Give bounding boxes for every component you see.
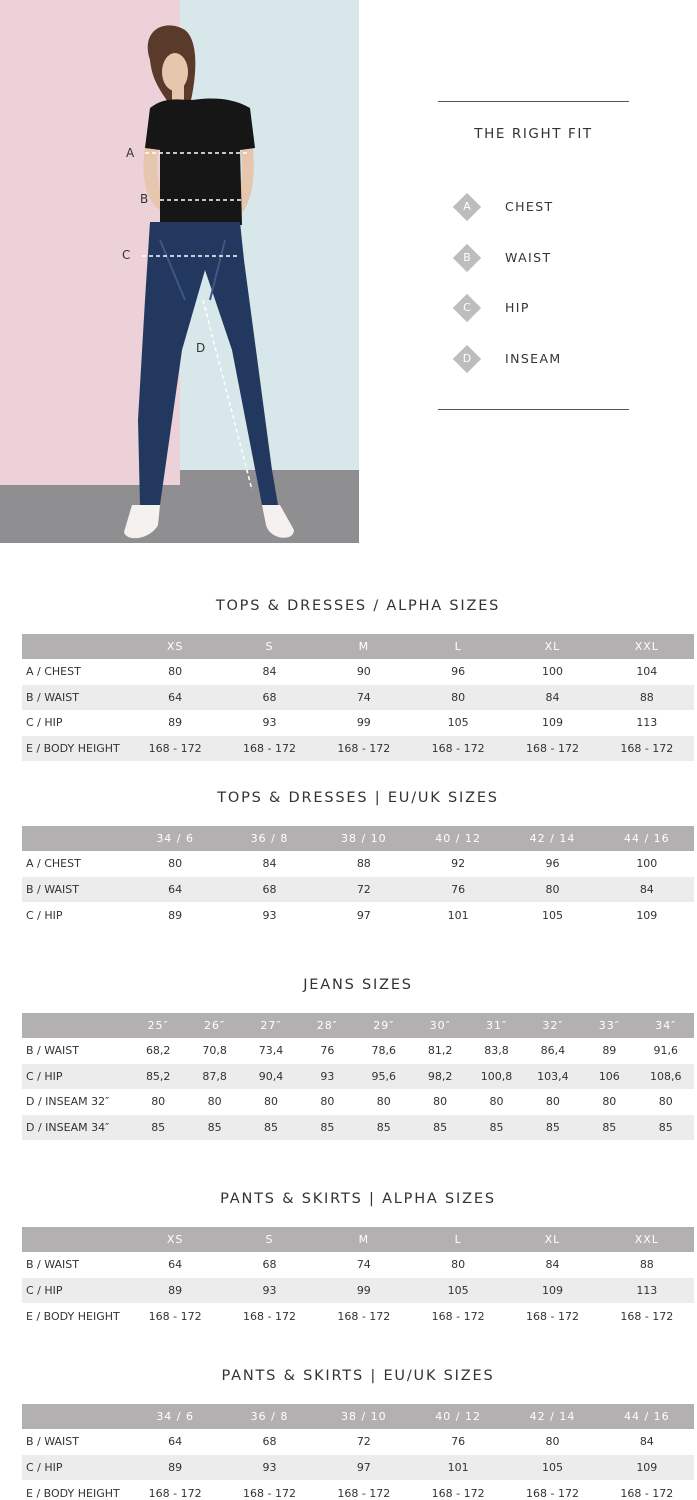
measurement-value: 80 [525,1089,581,1115]
measurement-value: 76 [299,1038,355,1064]
measurement-value: 85 [581,1115,637,1141]
table-row [22,851,694,877]
measurement-value: 85 [468,1115,524,1141]
measurement-value: 64 [128,1429,222,1455]
table-row [22,1303,694,1329]
measurement-value: 105 [411,1278,505,1304]
measurement-value: 88 [600,1252,694,1278]
measurement-value: 93 [222,710,316,736]
measurement-value: 97 [317,902,411,928]
measurement-value: 168 - 172 [505,1480,599,1500]
measurement-value: 168 - 172 [317,1480,411,1500]
header-blank-cell [22,1013,130,1038]
size-column-header: 33″ [581,1013,637,1038]
measurement-value: 87,8 [186,1064,242,1090]
marker-b-label: B [140,192,149,206]
measurement-value: 113 [600,1278,694,1304]
table-row [22,1429,694,1455]
measurement-value: 90 [317,659,411,685]
measurement-value: 80 [468,1089,524,1115]
table-row [22,902,694,928]
measurement-value: 101 [411,902,505,928]
measurement-label: C / HIP [22,1455,128,1481]
measurement-value: 80 [128,659,222,685]
measurement-value: 85 [299,1115,355,1141]
legend-label: CHEST [505,199,554,214]
measurement-value: 113 [600,710,694,736]
hero-photo [0,0,359,543]
legend-item-chest [452,192,632,222]
size-column-header: S [222,1227,316,1252]
size-column-header: XXL [600,634,694,659]
measurement-value: 89 [128,902,222,928]
measurement-value: 168 - 172 [411,1480,505,1500]
measurement-value: 88 [600,685,694,711]
header-blank-cell [22,1227,128,1252]
measurement-value: 72 [317,877,411,903]
fit-guide-panel [438,0,630,543]
measurement-value: 168 - 172 [317,736,411,762]
size-column-header: 44 / 16 [600,826,694,851]
marker-c-label: C [122,248,131,262]
measurement-value: 84 [505,1252,599,1278]
size-column-header: 34 / 6 [128,826,222,851]
measurement-value: 81,2 [412,1038,468,1064]
measurement-value: 74 [317,685,411,711]
measurement-value: 103,4 [525,1064,581,1090]
measurement-label: B / WAIST [22,685,128,711]
measurement-value: 168 - 172 [222,736,316,762]
table-row [22,877,694,903]
table-row [22,1064,694,1090]
section-title-jeans: JEANS SIZES [303,977,413,993]
measurement-value: 168 - 172 [600,1303,694,1329]
measurement-value: 70,8 [186,1038,242,1064]
measurement-value: 86,4 [525,1038,581,1064]
measurement-value: 80 [638,1089,694,1115]
measurement-value: 80 [505,1429,599,1455]
measurement-value: 96 [505,851,599,877]
measurement-value: 85,2 [130,1064,186,1090]
size-column-header: 42 / 14 [505,1404,599,1429]
size-column-header: M [317,634,411,659]
size-column-header: M [317,1227,411,1252]
size-column-header: 34″ [638,1013,694,1038]
divider-bottom [438,409,629,410]
measurement-value: 80 [505,877,599,903]
measurement-value: 85 [525,1115,581,1141]
measurement-label: C / HIP [22,902,128,928]
measurement-label: C / HIP [22,710,128,736]
size-column-header: 42 / 14 [505,826,599,851]
measurement-value: 92 [411,851,505,877]
measurement-value: 85 [130,1115,186,1141]
measurement-value: 168 - 172 [505,1303,599,1329]
measurement-label: A / CHEST [22,659,128,685]
measurement-value: 83,8 [468,1038,524,1064]
table-row [22,736,694,762]
legend-label: WAIST [505,250,552,265]
measurement-value: 100 [505,659,599,685]
measurement-value: 72 [317,1429,411,1455]
measurement-value: 73,4 [243,1038,299,1064]
size-column-header: 38 / 10 [317,1404,411,1429]
measurement-value: 85 [412,1115,468,1141]
measurement-value: 88 [317,851,411,877]
measurement-value: 95,6 [356,1064,412,1090]
marker-d-label: D [196,341,206,355]
measurement-value: 109 [600,902,694,928]
measurement-value: 93 [299,1064,355,1090]
measurement-value: 93 [222,1455,316,1481]
measurement-value: 89 [128,1455,222,1481]
measurement-value: 168 - 172 [128,1480,222,1500]
measurement-value: 98,2 [412,1064,468,1090]
measurement-label: D / INSEAM 32″ [22,1089,130,1115]
table-row [22,710,694,736]
measurement-value: 101 [411,1455,505,1481]
measurement-value: 105 [505,1455,599,1481]
measurement-value: 168 - 172 [317,1303,411,1329]
measurement-label: B / WAIST [22,1252,128,1278]
table-row [22,1115,694,1141]
measurement-label: B / WAIST [22,877,128,903]
size-column-header: 34 / 6 [128,1404,222,1429]
size-column-header: 29″ [356,1013,412,1038]
measurement-value: 76 [411,1429,505,1455]
measurement-value: 80 [243,1089,299,1115]
measurement-value: 90,4 [243,1064,299,1090]
table-row [22,1089,694,1115]
diamond-b-icon: B [452,243,482,273]
measurement-value: 93 [222,1278,316,1304]
model-illustration [0,0,359,543]
diamond-c-icon: C [452,293,482,323]
measurement-value: 109 [600,1455,694,1481]
measurement-value: 84 [505,685,599,711]
measurement-value: 100,8 [468,1064,524,1090]
size-table-jeans [22,1013,694,1140]
measurement-value: 68,2 [130,1038,186,1064]
size-column-header: 25″ [130,1013,186,1038]
measurement-value: 85 [243,1115,299,1141]
size-column-header: 26″ [186,1013,242,1038]
section-title-pants-euuk: PANTS & SKIRTS | EU/UK SIZES [221,1368,495,1384]
measurement-label: B / WAIST [22,1038,130,1064]
size-column-header: 36 / 8 [222,826,316,851]
size-column-header: XXL [600,1227,694,1252]
header-blank-cell [22,634,128,659]
size-table-pants-alpha [22,1227,694,1329]
measurement-value: 168 - 172 [222,1480,316,1500]
divider-top [438,101,629,102]
fit-guide-title: THE RIGHT FIT [474,126,593,142]
measurement-value: 168 - 172 [411,736,505,762]
section-title-pants-alpha: PANTS & SKIRTS | ALPHA SIZES [220,1191,496,1207]
size-column-header: 36 / 8 [222,1404,316,1429]
measurement-value: 84 [222,659,316,685]
measurement-value: 91,6 [638,1038,694,1064]
size-column-header: 38 / 10 [317,826,411,851]
measurement-value: 89 [128,1278,222,1304]
measurement-value: 80 [356,1089,412,1115]
measurement-value: 64 [128,877,222,903]
header-blank-cell [22,1404,128,1429]
size-column-header: 40 / 12 [411,826,505,851]
legend-label: INSEAM [505,351,562,366]
table-row [22,1038,694,1064]
measurement-value: 89 [581,1038,637,1064]
measurement-value: 89 [128,710,222,736]
measurement-value: 78,6 [356,1038,412,1064]
table-header-row [22,634,694,659]
size-column-header: L [411,1227,505,1252]
measurement-value: 68 [222,685,316,711]
measurement-value: 84 [600,1429,694,1455]
measurement-label: E / BODY HEIGHT [22,1480,128,1500]
measurement-value: 80 [412,1089,468,1115]
measurement-value: 104 [600,659,694,685]
table-header-row [22,1404,694,1429]
measurement-value: 106 [581,1064,637,1090]
measurement-value: 105 [505,902,599,928]
measurement-value: 109 [505,1278,599,1304]
table-row [22,1252,694,1278]
measurement-label: E / BODY HEIGHT [22,1303,128,1329]
measurement-label: C / HIP [22,1064,130,1090]
measurement-label: D / INSEAM 34″ [22,1115,130,1141]
legend-item-waist [452,243,632,273]
measurement-value: 80 [581,1089,637,1115]
section-title-tops-alpha: TOPS & DRESSES / ALPHA SIZES [215,598,501,614]
size-table-tops-alpha [22,634,694,761]
diamond-d-icon: D [452,344,482,374]
measurement-value: 80 [130,1089,186,1115]
size-column-header: XS [128,1227,222,1252]
size-column-header: XL [505,634,599,659]
marker-a-label: A [126,146,135,160]
measurement-value: 100 [600,851,694,877]
measurement-value: 99 [317,1278,411,1304]
legend-label: HIP [505,300,530,315]
header-blank-cell [22,826,128,851]
table-header-row [22,1227,694,1252]
table-header-row [22,826,694,851]
measurement-value: 68 [222,1252,316,1278]
table-row [22,1278,694,1304]
measurement-value: 168 - 172 [411,1303,505,1329]
measurement-value: 64 [128,685,222,711]
table-row [22,659,694,685]
table-header-row [22,1013,694,1038]
measurement-value: 84 [600,877,694,903]
measurement-value: 97 [317,1455,411,1481]
table-row [22,1455,694,1481]
size-column-header: 31″ [468,1013,524,1038]
measurement-value: 168 - 172 [128,736,222,762]
size-column-header: 27″ [243,1013,299,1038]
measurement-value: 85 [638,1115,694,1141]
measurement-value: 80 [299,1089,355,1115]
legend-item-hip [452,293,632,323]
measurement-value: 80 [411,1252,505,1278]
size-column-header: 32″ [525,1013,581,1038]
section-title-tops-euuk: TOPS & DRESSES | EU/UK SIZES [217,790,499,806]
table-row [22,1480,694,1500]
size-column-header: 40 / 12 [411,1404,505,1429]
measurement-value: 85 [356,1115,412,1141]
measurement-value: 168 - 172 [128,1303,222,1329]
measurement-value: 74 [317,1252,411,1278]
measurement-value: 80 [186,1089,242,1115]
size-column-header: L [411,634,505,659]
measurement-label: C / HIP [22,1278,128,1304]
table-row [22,685,694,711]
size-column-header: 30″ [412,1013,468,1038]
size-table-tops-euuk [22,826,694,928]
measurement-label: A / CHEST [22,851,128,877]
measurement-value: 93 [222,902,316,928]
measurement-value: 80 [128,851,222,877]
measurement-value: 68 [222,877,316,903]
measurement-label: E / BODY HEIGHT [22,736,128,762]
measurement-value: 64 [128,1252,222,1278]
size-column-header: 44 / 16 [600,1404,694,1429]
size-column-header: XL [505,1227,599,1252]
measurement-value: 96 [411,659,505,685]
measurement-value: 85 [186,1115,242,1141]
measurement-value: 76 [411,877,505,903]
measurement-value: 168 - 172 [222,1303,316,1329]
measurement-value: 99 [317,710,411,736]
size-table-pants-euuk [22,1404,694,1500]
measurement-value: 68 [222,1429,316,1455]
legend-item-inseam [452,344,632,374]
measurement-value: 80 [411,685,505,711]
diamond-a-icon: A [452,192,482,222]
measurement-value: 108,6 [638,1064,694,1090]
measurement-value: 168 - 172 [600,736,694,762]
measurement-value: 168 - 172 [505,736,599,762]
measurement-value: 168 - 172 [600,1480,694,1500]
size-column-header: 28″ [299,1013,355,1038]
measurement-label: B / WAIST [22,1429,128,1455]
measurement-value: 84 [222,851,316,877]
size-column-header: S [222,634,316,659]
measurement-value: 109 [505,710,599,736]
size-column-header: XS [128,634,222,659]
measurement-value: 105 [411,710,505,736]
